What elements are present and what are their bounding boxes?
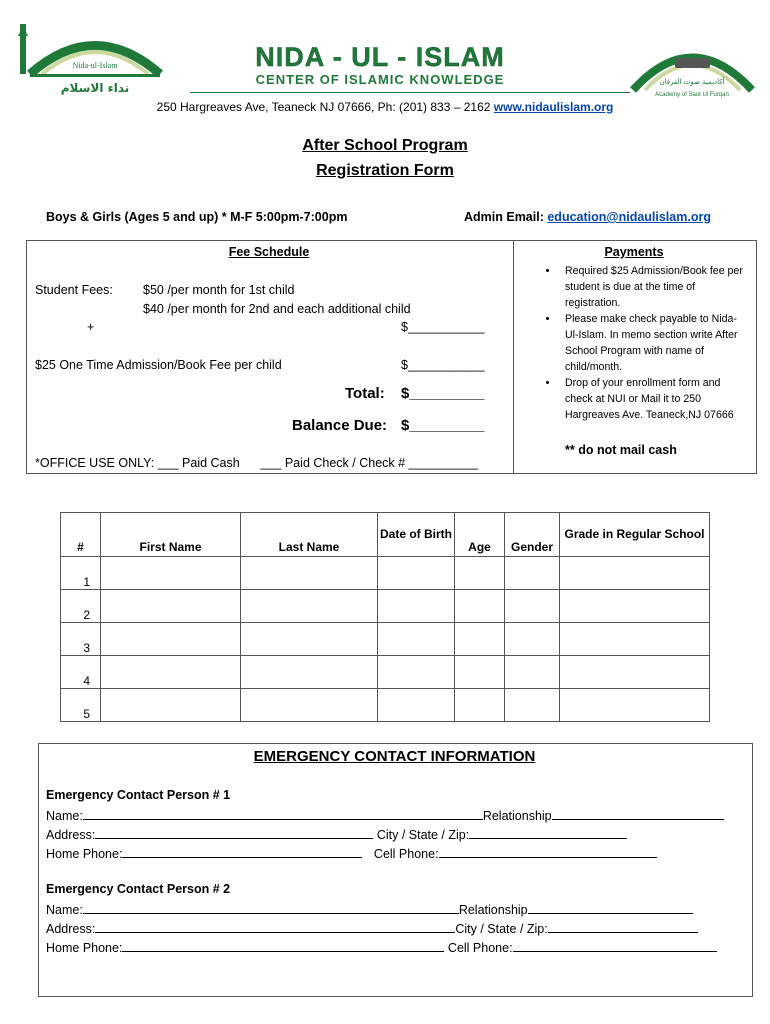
relationship-label: Relationship: [458, 903, 528, 917]
row-number: 5: [61, 689, 101, 722]
monthly-fee-blank[interactable]: $___________: [401, 320, 485, 334]
row-number: 2: [61, 590, 101, 623]
svg-text:ﺃﻛﺎﺩﻳﻤﻴﺔ ﺻﻮﺕ ﺍﻟﻔﺮﻗﺎﻥ: ﺃﻛﺎﺩﻳﻤﻴﺔ ﺻﻮﺕ ﺍﻟﻔﺮﻗﺎﻥ: [659, 78, 725, 86]
grade-cell[interactable]: [560, 590, 710, 623]
last-name-cell[interactable]: [241, 623, 378, 656]
address-text: 250 Hargreaves Ave, Teaneck NJ 07666, Ph: (201) 833 – 2162: [156, 100, 491, 114]
home-phone-label: Home Phone:: [46, 941, 123, 955]
age-cell[interactable]: [455, 689, 505, 722]
registration-table: [60, 512, 710, 722]
admission-fee-blank[interactable]: $___________: [401, 358, 485, 372]
left-logo-text: Nida-ul-Islam: [72, 61, 118, 70]
col-first-name: First Name: [101, 513, 241, 557]
table-header-row: [61, 513, 710, 557]
balance-due-label: Balance Due:: [292, 417, 388, 434]
admin-email-label: Admin Email:: [464, 210, 544, 224]
right-logo-text: Academy of Saut Ul Furqan: [655, 92, 729, 98]
ec1-name-field[interactable]: [83, 807, 483, 820]
dob-cell[interactable]: [378, 689, 455, 722]
col-number: #: [61, 513, 101, 557]
cell-phone-label: Cell Phone:: [373, 847, 439, 861]
office-use-only: *OFFICE USE ONLY: ___ Paid Cash ___ Paid Check / Check # __________: [35, 456, 479, 470]
ec1-address-field[interactable]: [95, 826, 373, 839]
first-name-cell[interactable]: [101, 689, 241, 722]
grade-cell[interactable]: [560, 623, 710, 656]
ec1-city-field[interactable]: [469, 826, 627, 839]
ec2-address-field[interactable]: [95, 920, 455, 933]
ec1-phone-row: [46, 845, 657, 861]
ec2-name-field[interactable]: [83, 901, 459, 914]
age-cell[interactable]: [455, 656, 505, 689]
ec1-relationship-field[interactable]: [552, 807, 724, 820]
row-number: 4: [61, 656, 101, 689]
address-line: [0, 100, 770, 114]
svg-text:ﻧﺪﺍﺀ ﺍﻻﺳﻼﻡ: ﻧﺪﺍﺀ ﺍﻻﺳﻼﻡ: [60, 81, 130, 95]
ec2-cell-phone-field[interactable]: [513, 939, 717, 952]
row-number: 3: [61, 623, 101, 656]
total-label: Total:: [345, 385, 385, 402]
ec1-cell-phone-field[interactable]: [439, 845, 657, 858]
total-blank[interactable]: $_________: [401, 385, 485, 402]
emergency-contact-box: [38, 743, 753, 997]
dob-cell[interactable]: [378, 623, 455, 656]
payments-heading: Payments: [604, 245, 664, 259]
balance-due-blank[interactable]: $_________: [401, 417, 485, 434]
admin-email-link[interactable]: education@nidaulislam.org: [547, 210, 711, 224]
col-last-name: Last Name: [241, 513, 378, 557]
age-cell[interactable]: [455, 590, 505, 623]
city-state-zip-label: City / State / Zip:: [376, 828, 470, 842]
table-row: [61, 656, 710, 689]
row-number: 1: [61, 557, 101, 590]
gender-cell[interactable]: [505, 689, 560, 722]
ec1-address-row: [46, 826, 627, 842]
grade-cell[interactable]: [560, 557, 710, 590]
relationship-label: Relationship: [482, 809, 552, 823]
last-name-cell[interactable]: [241, 590, 378, 623]
header-rule: [190, 92, 630, 93]
gender-cell[interactable]: [505, 590, 560, 623]
first-name-cell[interactable]: [101, 623, 241, 656]
gender-cell[interactable]: [505, 557, 560, 590]
home-phone-label: Home Phone:: [46, 847, 123, 861]
table-row: [61, 590, 710, 623]
col-date-of-birth: Date of Birth: [378, 513, 455, 557]
last-name-cell[interactable]: [241, 689, 378, 722]
address-label: Address:: [46, 828, 96, 842]
website-link[interactable]: www.nidaulislam.org: [493, 100, 614, 114]
first-name-cell[interactable]: [101, 656, 241, 689]
col-grade: Grade in Regular School: [560, 513, 710, 557]
do-not-mail-cash-note: ** do not mail cash: [565, 443, 677, 457]
plus-sign: +: [87, 320, 95, 334]
gender-cell[interactable]: [505, 656, 560, 689]
name-label: Name:: [46, 903, 83, 917]
address-label: Address:: [46, 922, 96, 936]
ec2-home-phone-field[interactable]: [122, 939, 444, 952]
col-gender: Gender: [505, 513, 560, 557]
age-cell[interactable]: [455, 623, 505, 656]
ec2-address-row: [46, 920, 698, 936]
payments-list: [545, 263, 750, 423]
form-title-line2: Registration Form: [316, 162, 454, 179]
city-state-zip-label: City / State / Zip:: [455, 922, 548, 936]
table-row: [61, 557, 710, 590]
last-name-cell[interactable]: [241, 656, 378, 689]
ec1-home-phone-field[interactable]: [122, 845, 362, 858]
admin-email-row: [464, 210, 711, 224]
ec1-name-row: [46, 807, 724, 823]
fee-additional-child: $40 /per month for 2nd and each additional child: [143, 302, 411, 316]
fee-schedule-heading: Fee Schedule: [228, 245, 310, 259]
dob-cell[interactable]: [378, 656, 455, 689]
table-row: [61, 623, 710, 656]
first-name-cell[interactable]: [101, 557, 241, 590]
col-age: Age: [455, 513, 505, 557]
ec2-city-field[interactable]: [548, 920, 698, 933]
table-row: [61, 689, 710, 722]
student-fees-label: Student Fees:: [35, 283, 113, 297]
grade-cell[interactable]: [560, 656, 710, 689]
payment-item-3: • Drop of your enrollment form and check at NUI or Mail it to 250 Hargreaves Ave. Teaneck,NJ 07666: [559, 375, 750, 423]
ec2-phone-row: [46, 939, 717, 955]
emergency-person-2-heading: Emergency Contact Person # 2: [46, 882, 231, 896]
age-cell[interactable]: [455, 557, 505, 590]
org-name: NIDA - UL - ISLAM: [255, 42, 505, 72]
last-name-cell[interactable]: [241, 557, 378, 590]
ec2-relationship-field[interactable]: [528, 901, 693, 914]
payment-item-2: • Please make check payable to Nida-Ul-Islam. In memo section write After School Program with name of child/month.: [559, 311, 750, 375]
ec2-name-row: [46, 901, 693, 917]
gender-cell[interactable]: [505, 623, 560, 656]
program-info: Boys & Girls (Ages 5 and up) * M-F 5:00pm-7:00pm: [46, 210, 348, 224]
saut-ul-furqan-logo: [625, 30, 760, 100]
name-label: Name:: [46, 809, 83, 823]
nida-ul-islam-logo: [10, 22, 170, 100]
fee-first-child: $50 /per month for 1st child: [143, 283, 295, 297]
fee-schedule-box: [26, 240, 514, 474]
first-name-cell[interactable]: [101, 590, 241, 623]
dob-cell[interactable]: [378, 557, 455, 590]
payments-list-wrap: [545, 263, 750, 423]
org-subtitle: CENTER OF ISLAMIC KNOWLEDGE: [255, 72, 505, 87]
emergency-person-1-heading: Emergency Contact Person # 1: [46, 788, 231, 802]
grade-cell[interactable]: [560, 689, 710, 722]
form-title-line1: After School Program: [302, 137, 468, 154]
payment-item-1: • Required $25 Admission/Book fee per student is due at the time of registration.: [559, 263, 750, 311]
emergency-heading: EMERGENCY CONTACT INFORMATION: [253, 748, 536, 765]
admission-fee-text: $25 One Time Admission/Book Fee per child: [35, 358, 282, 372]
cell-phone-label: Cell Phone:: [447, 941, 513, 955]
dob-cell[interactable]: [378, 590, 455, 623]
